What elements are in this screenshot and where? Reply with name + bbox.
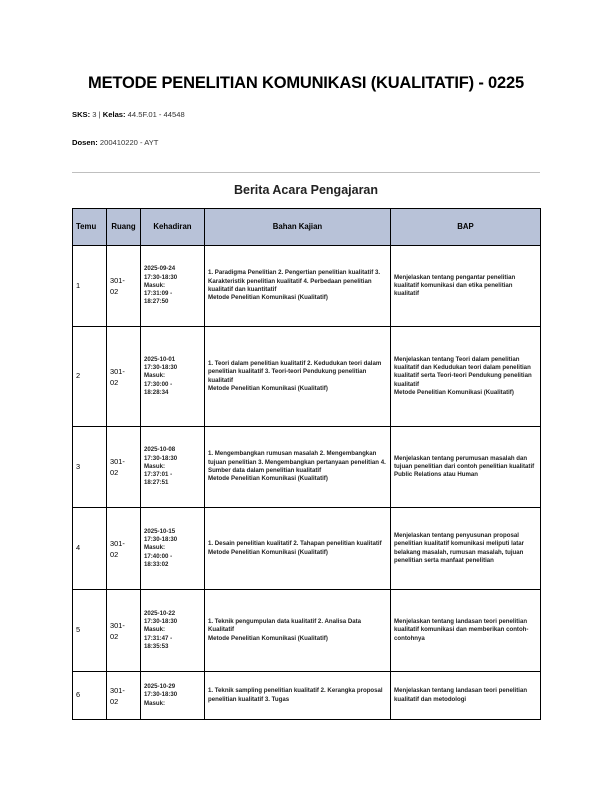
kehadiran-cell: 2025-10-15 17:30-18:30 Masuk: 17:40:00 - 18:33:02	[141, 508, 205, 590]
sks-value: 3	[92, 110, 97, 119]
kehadiran-cell: 2025-10-01 17:30-18:30 Masuk: 17:30:00 - 18:28:34	[141, 327, 205, 427]
table-row	[73, 672, 541, 720]
bahan-kajian-cell: 1. Teknik pengumpulan data kualitatif 2. Analisa Data Kualitatif Metode Penelitian Komunikasi (Kualitatif)	[205, 590, 391, 672]
bap-cell: Menjelaskan tentang Teori dalam penelitian kualitatif dan Kedudukan teori dalam penelitian kualitatif serta Teori-teori Pendukung penelitian kualitatif Metode Penelitian Komunikasi (Kualitatif)	[391, 327, 541, 427]
table-header-row	[73, 209, 541, 246]
temu-cell: 4	[73, 508, 107, 590]
temu-cell: 2	[73, 327, 107, 427]
temu-cell: 5	[73, 590, 107, 672]
bahan-kajian-cell: 1. Paradigma Penelitian 2. Pengertian penelitian kualitatif 3. Karakteristik penelitian kualitatif 4. Perbedaan penelitian kualitatif dan kuantitatif Metode Penelitian Komunikasi (Kualitatif)	[205, 246, 391, 327]
header-temu: Temu	[73, 209, 107, 246]
table-row	[73, 508, 541, 590]
bap-cell: Menjelaskan tentang perumusan masalah dan tujuan penelitian dari contoh penelitian kualitatif Public Relations atau Human	[391, 427, 541, 508]
kehadiran-cell: 2025-10-22 17:30-18:30 Masuk: 17:31:47 - 18:35:53	[141, 590, 205, 672]
kehadiran-cell: 2025-09-24 17:30-18:30 Masuk: 17:31:09 - 18:27:50	[141, 246, 205, 327]
kehadiran-cell	[141, 672, 205, 720]
kehadiran-text: 2025-10-29 17:30-18:30 Masuk:	[144, 683, 178, 707]
ruang-cell: 301- 02	[107, 327, 141, 427]
course-title: METODE PENELITIAN KOMUNIKASI (KUALITATIF) - 0225	[88, 74, 524, 92]
ruang-cell: 301- 02	[107, 590, 141, 672]
dosen-value: 200410220 - AYT	[99, 138, 159, 147]
teaching-record-table	[72, 208, 541, 720]
course-meta	[72, 110, 185, 119]
bahan-kajian-cell: 1. Desain penelitian kualitatif 2. Tahapan penelitian kualitatif Metode Penelitian Komunikasi (Kualitatif)	[205, 508, 391, 590]
table-row	[73, 590, 541, 672]
header-bap: BAP	[391, 209, 541, 246]
table-row	[73, 246, 541, 327]
temu-cell: 6	[73, 672, 107, 720]
header-kehadiran: Kehadiran	[141, 209, 205, 246]
sks-label: SKS:	[72, 110, 91, 119]
temu-cell: 3	[73, 427, 107, 508]
bahan-kajian-cell	[205, 672, 391, 720]
bahan-kajian-cell: 1. Teori dalam penelitian kualitatif 2. Kedudukan teori dalam penelitian kualitatif 3. Teori-teori Pendukung penelitian kualitatif Metode Penelitian Komunikasi (Kualitatif)	[205, 327, 391, 427]
dosen-label: Dosen:	[72, 138, 98, 147]
bap-text: Menjelaskan tentang landasan teori penelitian kualitatif dan metodologi	[394, 687, 528, 703]
kelas-value: 44.5F.01 - 44548	[127, 110, 185, 119]
ruang-cell: 301- 02	[107, 427, 141, 508]
temu-cell: 1	[73, 246, 107, 327]
divider	[72, 172, 540, 173]
ruang-cell: 301- 02	[107, 672, 141, 720]
header-bahan-kajian: Bahan Kajian	[205, 209, 391, 246]
table-row	[73, 327, 541, 427]
kelas-label: Kelas:	[102, 110, 126, 119]
section-title: Berita Acara Pengajaran	[233, 183, 379, 197]
bap-cell: Menjelaskan tentang pengantar penelitian kualitatif komunikasi dan etika penelitian kualitatif	[391, 246, 541, 327]
lecturer-meta	[72, 138, 158, 147]
ruang-cell: 301- 02	[107, 508, 141, 590]
bahan-kajian-cell: 1. Mengembangkan rumusan masalah 2. Mengembangkan tujuan penelitian 3. Mengembangkan pertanyaan penelitian 4. Sumber data dalam penelitian kualitatif Metode Penelitian Komunikasi (Kualitatif)	[205, 427, 391, 508]
ruang-cell: 301- 02	[107, 246, 141, 327]
header-ruang: Ruang	[107, 209, 141, 246]
bap-cell	[391, 672, 541, 720]
bap-cell: Menjelaskan tentang penyusunan proposal penelitian kualitatif komunikasi meliputi latar belakang masalah, rumusan masalah, tujuan penelitian serta manfaat penelitian	[391, 508, 541, 590]
meta-separator: |	[98, 110, 101, 119]
table-row	[73, 427, 541, 508]
bap-cell: Menjelaskan tentang landasan teori penelitian kualitatif komunikasi dan memberikan contoh-contohnya	[391, 590, 541, 672]
kehadiran-cell: 2025-10-08 17:30-18:30 Masuk: 17:37:01 - 18:27:51	[141, 427, 205, 508]
bahan-kajian-text: 1. Teknik sampling penelitian kualitatif 2. Kerangka proposal penelitian kualitatif 3. Tugas	[208, 687, 383, 703]
